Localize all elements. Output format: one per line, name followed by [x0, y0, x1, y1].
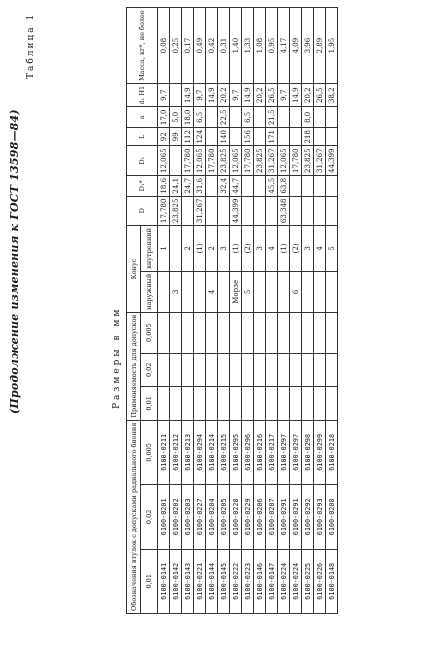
- cell-app-002: [230, 353, 242, 387]
- cell-D1: 31,267: [266, 146, 278, 176]
- table-row: [278, 8, 290, 614]
- cell-cone-outer: [218, 271, 230, 312]
- cell-L: 99: [170, 128, 182, 146]
- cell-L: 156: [242, 128, 254, 146]
- cone-inner-header: внутренний: [141, 226, 158, 272]
- cell-d: 9,7: [230, 83, 242, 107]
- cell-d: 14,9: [290, 83, 302, 107]
- cell-app-001: [194, 387, 206, 421]
- cell-mass: 4,09: [290, 8, 302, 84]
- cell-code-001: 6100-0141: [158, 549, 170, 613]
- cell-app-002: [278, 353, 290, 387]
- applicability-group-header: Применяемость для допусков: [127, 312, 141, 420]
- table-row: [230, 8, 242, 614]
- cell-L: 140: [218, 128, 230, 146]
- table-row: [242, 8, 254, 614]
- cell-code-002: 6100-0227: [194, 485, 206, 549]
- cell-code-001: 6100-0147: [266, 549, 278, 613]
- cell-d: 9,7: [158, 83, 170, 107]
- cell-D1: 12,065: [194, 146, 206, 176]
- cell-app-002: [326, 353, 338, 387]
- cell-D1star: 32,4: [218, 175, 230, 196]
- cell-D1: 12,065: [158, 146, 170, 176]
- cell-code-0005: 6100-0213: [182, 420, 194, 484]
- cell-D1star: [242, 175, 254, 196]
- cell-mass: 2,89: [314, 8, 326, 84]
- cell-D: [302, 196, 314, 226]
- cell-L: 92: [158, 128, 170, 146]
- cell-cone-outer: [266, 271, 278, 312]
- cell-app-001: [266, 387, 278, 421]
- cell-d: [170, 83, 182, 107]
- cell-mass: 0,42: [206, 8, 218, 84]
- cell-D1: 23,825: [302, 146, 314, 176]
- continuation-heading: (Продолжение изменения к ГОСТ 13598—84): [8, 109, 21, 414]
- cell-code-0005: 6100-0212: [170, 420, 182, 484]
- cell-cone-inner: (2): [242, 226, 254, 272]
- cell-app-002: [158, 353, 170, 387]
- cell-D1: 12,065: [230, 146, 242, 176]
- tol-002-header: 0,02: [141, 485, 158, 549]
- cell-code-0005: 6100-0215: [218, 420, 230, 484]
- cell-mass: 0,08: [158, 8, 170, 84]
- cell-app-002: [242, 353, 254, 387]
- cell-code-002: 6100-0228: [230, 485, 242, 549]
- cell-code-002: 6100-0207: [266, 485, 278, 549]
- cell-app-002: [218, 353, 230, 387]
- cell-cone-outer: 3: [170, 271, 182, 312]
- table-row: [314, 8, 326, 614]
- cell-mass: 0,31: [218, 8, 230, 84]
- cell-cone-inner: 2: [182, 226, 194, 272]
- cell-cone-inner: 2: [206, 226, 218, 272]
- cell-D1star: 45,5: [266, 175, 278, 196]
- cell-code-002: 6100-0293: [314, 485, 326, 549]
- cell-D: [242, 196, 254, 226]
- cell-D: 63,348: [278, 196, 290, 226]
- tol-001-header: 0,01: [141, 549, 158, 613]
- table-row: [170, 8, 182, 614]
- cell-app-0005: [230, 312, 242, 353]
- cell-a: [206, 107, 218, 128]
- cell-D: 23,825: [170, 196, 182, 226]
- col-L-header: L: [127, 128, 158, 146]
- cell-code-001: 6100-0146: [254, 549, 266, 613]
- cell-code-002: 6100-0291: [290, 485, 302, 549]
- cell-code-002: 6100-0292: [302, 485, 314, 549]
- cell-cone-inner: 5: [326, 226, 338, 272]
- cell-a: 22,5: [218, 107, 230, 128]
- cell-d: 9,7: [278, 83, 290, 107]
- cell-code-001: 6100-0226: [314, 549, 326, 613]
- cell-code-0005: 6100-0297: [278, 420, 290, 484]
- cell-code-001: 6100-0223: [242, 549, 254, 613]
- cell-code-0005: 6100-0211: [158, 420, 170, 484]
- sizes-caption: Размеры в мм: [112, 306, 122, 409]
- cell-mass: 4,17: [278, 8, 290, 84]
- cell-app-001: [242, 387, 254, 421]
- cell-app-0005: [314, 312, 326, 353]
- cell-mass: 1,08: [254, 8, 266, 84]
- cell-code-0005: 6100-0214: [206, 420, 218, 484]
- cell-D: [266, 196, 278, 226]
- cell-D: 31,267: [194, 196, 206, 226]
- cell-code-001: 6100-0142: [170, 549, 182, 613]
- cell-cone-outer: 5: [242, 271, 254, 312]
- table-row: [206, 8, 218, 614]
- cell-cone-outer: 6: [290, 271, 302, 312]
- cell-D1star: 44,7: [230, 175, 242, 196]
- cell-D: [290, 196, 302, 226]
- cell-app-001: [158, 387, 170, 421]
- cell-cone-inner: (1): [194, 226, 206, 272]
- cell-D1star: [206, 175, 218, 196]
- cell-code-002: 6100-0229: [242, 485, 254, 549]
- table-label: Таблица 1: [26, 12, 36, 79]
- col-d-header: d₁ Н1: [127, 83, 158, 107]
- cell-d: 14,9: [182, 83, 194, 107]
- tol-0005-header: 0,005: [141, 420, 158, 484]
- cell-L: [206, 128, 218, 146]
- cell-cone-outer: [158, 271, 170, 312]
- cell-code-001: 6100-0224: [290, 549, 302, 613]
- cell-app-001: [302, 387, 314, 421]
- cell-D1: 31,267: [314, 146, 326, 176]
- table-row: [218, 8, 230, 614]
- cell-D1star: [302, 175, 314, 196]
- cell-mass: 1,40: [230, 8, 242, 84]
- cell-cone-outer: [302, 271, 314, 312]
- app-002-header: 0,02: [141, 353, 158, 387]
- cell-code-002: 6100-0201: [158, 485, 170, 549]
- table-row: [182, 8, 194, 614]
- cell-mass: 1,95: [326, 8, 338, 84]
- table-row: [254, 8, 266, 614]
- cell-D1: 23,825: [218, 146, 230, 176]
- cell-app-001: [182, 387, 194, 421]
- cell-L: 171: [266, 128, 278, 146]
- cell-L: [230, 128, 242, 146]
- cell-cone-outer: Морзе: [230, 271, 242, 312]
- cell-app-002: [302, 353, 314, 387]
- cell-D1: 17,780: [242, 146, 254, 176]
- cell-L: [314, 128, 326, 146]
- cell-D: [206, 196, 218, 226]
- cell-cone-outer: [254, 271, 266, 312]
- cell-cone-outer: [278, 271, 290, 312]
- cell-a: 6,5: [242, 107, 254, 128]
- cell-D1: 17,780: [290, 146, 302, 176]
- cell-app-002: [182, 353, 194, 387]
- col-mass-header: Масса, кг*, не более: [127, 8, 158, 84]
- cell-cone-inner: 4: [314, 226, 326, 272]
- cell-D1star: [254, 175, 266, 196]
- cell-cone-outer: [194, 271, 206, 312]
- cell-cone-inner: 3: [254, 226, 266, 272]
- cone-outer-header: наружный: [141, 271, 158, 312]
- cell-D: 44,399: [230, 196, 242, 226]
- cell-app-0005: [206, 312, 218, 353]
- cell-app-002: [254, 353, 266, 387]
- cell-app-0005: [254, 312, 266, 353]
- cell-mass: 0,49: [194, 8, 206, 84]
- cell-a: [314, 107, 326, 128]
- cell-a: 5,0: [170, 107, 182, 128]
- cell-a: [254, 107, 266, 128]
- table-row: [302, 8, 314, 614]
- cell-a: 18,0: [182, 107, 194, 128]
- app-001-header: 0,01: [141, 387, 158, 421]
- cell-mass: 3,96: [302, 8, 314, 84]
- cell-app-0005: [218, 312, 230, 353]
- cell-app-0005: [302, 312, 314, 353]
- cell-D1: 44,399: [326, 146, 338, 176]
- cell-code-0005: 6100-0294: [194, 420, 206, 484]
- cell-app-002: [194, 353, 206, 387]
- cell-code-0005: 6100-0217: [266, 420, 278, 484]
- cell-code-002: 6100-0202: [170, 485, 182, 549]
- cell-mass: 0,17: [182, 8, 194, 84]
- cell-app-0005: [326, 312, 338, 353]
- cell-code-0005: 6100-0296: [242, 420, 254, 484]
- table-row: [266, 8, 278, 614]
- table-row: [326, 8, 338, 614]
- cell-D: [326, 196, 338, 226]
- cell-L: [290, 128, 302, 146]
- cell-D1: 23,825: [254, 146, 266, 176]
- cell-app-0005: [278, 312, 290, 353]
- cell-a: 17,0: [158, 107, 170, 128]
- cell-cone-outer: [182, 271, 194, 312]
- cell-app-0005: [290, 312, 302, 353]
- cell-D1star: 18,6: [158, 175, 170, 196]
- cone-group-header: Конус: [127, 226, 141, 313]
- cell-a: [230, 107, 242, 128]
- table-body: [158, 8, 338, 614]
- cell-D1star: 31,6: [194, 175, 206, 196]
- cell-D: [254, 196, 266, 226]
- app-0005-header: 0,005: [141, 312, 158, 353]
- cell-app-001: [206, 387, 218, 421]
- cell-a: [326, 107, 338, 128]
- cell-code-001: 6100-0222: [230, 549, 242, 613]
- cell-app-001: [278, 387, 290, 421]
- cell-a: 8,0: [302, 107, 314, 128]
- cell-app-0005: [170, 312, 182, 353]
- cell-d: 38,2: [326, 83, 338, 107]
- cell-app-0005: [266, 312, 278, 353]
- cell-L: [278, 128, 290, 146]
- designation-group-header: Обозначения втулок с допусками радиального биения: [127, 420, 141, 613]
- cell-app-0005: [194, 312, 206, 353]
- cell-code-0005: 6100-0218: [326, 420, 338, 484]
- cell-D1star: [290, 175, 302, 196]
- cell-code-0005: 6100-0298: [302, 420, 314, 484]
- cell-D: 17,780: [158, 196, 170, 226]
- table-row: [290, 8, 302, 614]
- bushings-table: [126, 7, 338, 614]
- cell-code-002: 6100-0204: [206, 485, 218, 549]
- cell-L: [254, 128, 266, 146]
- cell-code-002: 6100-0205: [218, 485, 230, 549]
- col-D1-header: D₁: [127, 146, 158, 176]
- cell-a: 21,5: [266, 107, 278, 128]
- table-row: [158, 8, 170, 614]
- cell-d: 9,7: [194, 83, 206, 107]
- cell-code-002: 6100-0203: [182, 485, 194, 549]
- col-a-header: a: [127, 107, 158, 128]
- cell-code-001: 6100-0144: [206, 549, 218, 613]
- cell-app-002: [206, 353, 218, 387]
- cell-D: [218, 196, 230, 226]
- cell-code-002: 6100-0208: [326, 485, 338, 549]
- cell-d: 20,2: [254, 83, 266, 107]
- cell-d: 20,2: [218, 83, 230, 107]
- cell-code-001: 6100-0221: [194, 549, 206, 613]
- cell-app-002: [266, 353, 278, 387]
- cell-d: 14,9: [242, 83, 254, 107]
- cell-app-0005: [158, 312, 170, 353]
- cell-D1star: 24,7: [182, 175, 194, 196]
- cell-app-0005: [242, 312, 254, 353]
- cell-L: 124: [194, 128, 206, 146]
- cell-a: 6,5: [194, 107, 206, 128]
- cell-cone-inner: 4: [266, 226, 278, 272]
- cell-D1: 17,780: [206, 146, 218, 176]
- cell-mass: 1,33: [242, 8, 254, 84]
- cell-mass: 0,25: [170, 8, 182, 84]
- cell-cone-inner: (2): [290, 226, 302, 272]
- cell-d: 26,5: [266, 83, 278, 107]
- cell-cone-inner: 3: [302, 226, 314, 272]
- cell-D1: [170, 146, 182, 176]
- cell-cone-inner: 3: [218, 226, 230, 272]
- cell-code-0005: 6100-0216: [254, 420, 266, 484]
- cell-D1star: 63,8: [278, 175, 290, 196]
- cell-cone-outer: [314, 271, 326, 312]
- cell-D1star: [314, 175, 326, 196]
- cell-app-001: [314, 387, 326, 421]
- cell-cone-inner: (1): [278, 226, 290, 272]
- cell-d: 20,2: [302, 83, 314, 107]
- cell-D: [182, 196, 194, 226]
- cell-code-002: 6100-0206: [254, 485, 266, 549]
- cell-D1: 12,065: [278, 146, 290, 176]
- cell-code-0005: 6100-0299: [314, 420, 326, 484]
- cell-app-001: [218, 387, 230, 421]
- cell-app-0005: [182, 312, 194, 353]
- cell-d: 14,9: [206, 83, 218, 107]
- cell-app-001: [326, 387, 338, 421]
- cell-cone-inner: (1): [230, 226, 242, 272]
- cell-D: [314, 196, 326, 226]
- cell-app-002: [290, 353, 302, 387]
- cell-a: [278, 107, 290, 128]
- cell-code-001: 6100-0225: [302, 549, 314, 613]
- cell-L: 112: [182, 128, 194, 146]
- cell-code-001: 6100-0224: [278, 549, 290, 613]
- cell-D1star: [326, 175, 338, 196]
- cell-code-0005: 6100-0295: [230, 420, 242, 484]
- cell-cone-outer: 4: [206, 271, 218, 312]
- cell-mass: 0,95: [266, 8, 278, 84]
- cell-app-001: [230, 387, 242, 421]
- col-D-header: D: [127, 196, 158, 226]
- cell-app-001: [170, 387, 182, 421]
- cell-code-0005: 6100-0297: [290, 420, 302, 484]
- cell-a: [290, 107, 302, 128]
- cell-cone-inner: 1: [158, 226, 170, 272]
- cell-app-002: [314, 353, 326, 387]
- cell-app-002: [170, 353, 182, 387]
- cell-L: [326, 128, 338, 146]
- cell-app-001: [254, 387, 266, 421]
- table-row: [194, 8, 206, 614]
- cell-d: 26,5: [314, 83, 326, 107]
- cell-L: 218: [302, 128, 314, 146]
- cell-code-001: 6100-0145: [218, 549, 230, 613]
- cell-app-001: [290, 387, 302, 421]
- cell-cone-outer: [326, 271, 338, 312]
- cell-code-001: 6100-0143: [182, 549, 194, 613]
- cell-code-002: 6100-0291: [278, 485, 290, 549]
- cell-D1star: 24,1: [170, 175, 182, 196]
- col-D1star-header: D₁*: [127, 175, 158, 196]
- cell-D1: 17,780: [182, 146, 194, 176]
- cell-code-001: 6100-0148: [326, 549, 338, 613]
- cell-cone-inner: [170, 226, 182, 272]
